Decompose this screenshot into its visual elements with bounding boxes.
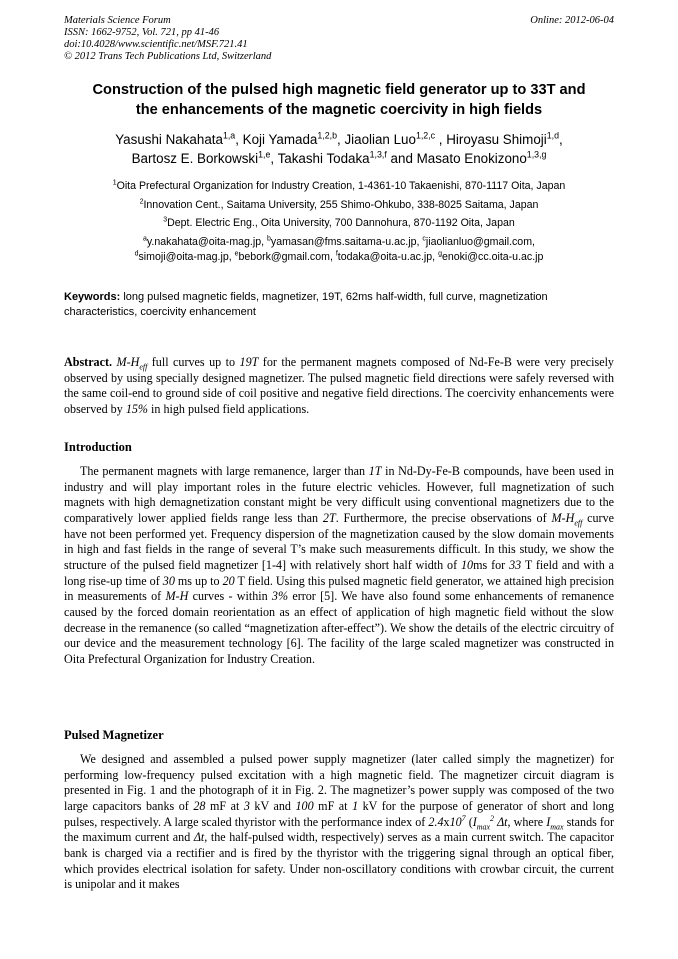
abstract-text: M-H xyxy=(116,355,140,369)
body-text: 20 xyxy=(222,573,235,588)
body-text: T field. Using this pulsed magnetic field generator, we attained high precision in measurements of xyxy=(64,573,614,604)
affiliations xyxy=(60,177,618,265)
body-text: mF at xyxy=(313,798,353,813)
body-text: We designed and assembled a pulsed power supply magnetizer (later called simply the magnetizer) for performing low-frequency pulsed excitation with a high magnetic field. The magnetizer circuit diagram is presented in Fig. 1 and the photograph of it in Fig. 2. The magnetizer’s power supply was composed of the two large capacitors banks of xyxy=(64,752,614,813)
body-text: 33 xyxy=(509,557,522,572)
email-sup: d xyxy=(134,249,139,257)
affiliation-2 xyxy=(60,196,618,215)
body-text: max xyxy=(476,822,491,832)
author-sup: 1,3,g xyxy=(526,149,547,160)
affiliation-3 xyxy=(60,214,618,233)
body-text: 10 xyxy=(461,557,474,572)
section-heading-pulsed-magnetizer: Pulsed Magnetizer xyxy=(64,728,164,742)
body-text: in Nd-Dy-Fe-B compounds, have been used in industry and will play important roles in the future electric vehicles. However, full magnetization of such magnets with high demagnetization constant might be very difficult using conventional magnetizers due to the comparatively lower applied fields range less than xyxy=(64,464,614,525)
body-text: 3 xyxy=(243,798,250,813)
affiliation-text: Dept. Electric Eng., Oita University, 700 Dannohura, 870-1192 Oita, Japan xyxy=(167,217,515,229)
email-line-2: $^d$simoji@oita-mag.jp, $^e$bebork@gmail.com, $^f$todaka@oita-u.ac.jp, $^g$enoki@cc.oita-u.ac.jp xyxy=(134,249,544,263)
abstract-text: for the permanent magnets composed of Nd-Fe-B were very precisely observed by using specially designed magnetizer. The pulsed magnetic field directions were safely reversed with the same coil-end to ground side of coil positive and negative field directions. The coercivity enhancements were observed by xyxy=(64,355,614,416)
body-text: curves - within xyxy=(188,589,272,604)
section-heading-introduction: Introduction xyxy=(64,440,132,454)
body-text: x xyxy=(443,814,450,829)
email-sup: a xyxy=(143,234,147,242)
body-text: eff xyxy=(574,518,583,528)
author-sup: 1,a xyxy=(222,130,236,141)
email-sup: f xyxy=(335,249,338,257)
author-sup: 1,2,c xyxy=(415,130,436,141)
body-text: M-H xyxy=(165,589,189,604)
body-text: 3% xyxy=(271,589,289,604)
affiliation-text: Oita Prefectural Organization for Industry Creation, 1-4361-10 Takaenishi, 870-1117 Oita, Japan xyxy=(116,180,566,192)
abstract-text: 15% xyxy=(125,401,148,416)
body-text: I xyxy=(472,814,477,829)
abstract-text: eff xyxy=(139,362,148,372)
keywords-label: Keywords: xyxy=(64,291,121,303)
author-sup: 1,e xyxy=(258,149,271,160)
abstract-text: 19T xyxy=(239,355,259,369)
author-sup: 1,2,b xyxy=(317,130,337,141)
email-link[interactable]: y.nakahata@oita-mag.jp xyxy=(146,235,262,248)
email-link[interactable]: simoji@oita-mag.jp xyxy=(138,250,229,263)
email-link[interactable]: bebork@gmail.com xyxy=(238,250,330,263)
keywords xyxy=(64,290,614,320)
body-text: curve have not been performed yet. Frequency dispersion of the magnetization caused by the slow domain movements in high and fast fields in the range of several T’s make such measurements difficult. In this study, we show the structure of the pulsed field magnetizer [1-4] with relatively short half width of xyxy=(64,510,614,572)
body-text: max xyxy=(550,822,564,832)
issn-line: ISSN: 1662-9752, Vol. 721, pp 41-46 xyxy=(64,27,220,38)
body-text: M-H xyxy=(551,510,575,525)
body-text: 1 xyxy=(352,798,359,813)
email-link[interactable]: todaka@oita-u.ac.jp xyxy=(337,250,433,263)
email-sup: b xyxy=(267,234,271,242)
journal-header xyxy=(64,15,614,63)
author-sup: 1,3,f xyxy=(369,149,387,160)
body-text: 100 xyxy=(295,798,314,813)
body-text: ms up to xyxy=(174,573,223,588)
author-name: Hiroyasu Shimoji xyxy=(446,132,547,147)
body-text: 2T xyxy=(322,510,336,525)
body-text: 2.4 xyxy=(428,814,444,829)
email-link[interactable]: yamasan@fms.saitama-u.ac.jp xyxy=(270,235,417,248)
body-text: 10 xyxy=(449,814,462,829)
body-text: , the half-pulsed width, respectively) serves as a main current switch. The capacitor bank is charged via a rectifier and is fired by the thyristor with the triggering signal through an optical fiber, which provides electrical isolation for safety. Under non-oscillatory conditions with crowbar circuit, the current is unipolar and it makes xyxy=(64,830,614,892)
introduction-body xyxy=(64,464,614,668)
body-text: ms for xyxy=(473,557,510,572)
journal-name: Materials Science Forum xyxy=(64,15,171,26)
email-link[interactable]: enoki@cc.oita-u.ac.jp xyxy=(441,250,544,263)
author-name: Takashi Todaka xyxy=(277,151,370,166)
abstract-text: full curves up to xyxy=(147,355,240,369)
body-text: stands for the maximum current and xyxy=(64,814,614,845)
author-list: Yasushi Nakahata$^{1,a}$, Koji Yamada$^{1,2,b}$, Jiaolian Luo$^{1,2,c}$ , Hiroyasu Shimoji$^{1,d}$, Bartosz E. Borkowski$^{1,e}$, Takashi Todaka$^{1,3,f}$ and Masato Enokizono$^{1,3,g}$ xyxy=(115,130,563,166)
abstract-label: Abstract. xyxy=(64,355,113,369)
body-text: The permanent magnets with large remanence, larger than xyxy=(80,464,369,478)
abstract-text: in high pulsed field applications. xyxy=(147,401,310,416)
body-text: 28 xyxy=(193,798,206,813)
author-sup: 1,d xyxy=(546,130,559,141)
pulsed-magnetizer-body xyxy=(64,752,614,893)
body-text: 7 xyxy=(461,813,466,823)
body-text: T field and with a long rise-up time of xyxy=(64,557,615,588)
author-conjunction: and xyxy=(390,151,413,166)
keywords-text: long pulsed magnetic fields, magnetizer, 19T, 62ms half-width, full curve, magnetization characteristics, coercivity enhancement xyxy=(64,291,548,318)
affiliation-sup: 1 xyxy=(112,179,117,187)
email-sup: g xyxy=(438,249,442,257)
body-text: 2 xyxy=(490,813,495,823)
body-text: Δt xyxy=(193,830,205,845)
copyright-line: © 2012 Trans Tech Publications Ltd, Switzerland xyxy=(64,51,272,62)
title-line-1: Construction of the pulsed high magnetic field generator up to 33T and xyxy=(92,82,586,98)
author-name: Masato Enokizono xyxy=(416,151,527,166)
body-text: ( xyxy=(465,814,473,829)
author-name: Bartosz E. Borkowski xyxy=(131,151,259,166)
affiliation-1 xyxy=(60,177,618,196)
body-text: , where xyxy=(507,814,547,829)
affiliation-sup: 3 xyxy=(163,216,168,224)
body-text: kV and xyxy=(249,798,296,813)
doi-line: doi:10.4028/www.scientific.net/MSF.721.41 xyxy=(64,39,248,50)
body-text: 30 xyxy=(162,573,175,588)
author-name: Koji Yamada xyxy=(242,132,318,147)
title-line-2: the enhancements of the magnetic coercivity in high fields xyxy=(135,102,543,118)
abstract xyxy=(64,355,614,418)
body-text: I xyxy=(546,814,551,829)
author-name: Jiaolian Luo xyxy=(344,132,416,147)
email-line-1: $^a$y.nakahata@oita-mag.jp, $^b$yamasan@fms.saitama-u.ac.jp, $^c$jiaolianluo@gmail.com, xyxy=(143,234,535,248)
online-date: Online: 2012-06-04 xyxy=(530,15,614,26)
email-sup: e xyxy=(234,249,239,257)
paper-title xyxy=(64,80,614,120)
affiliation-sup: 2 xyxy=(139,197,144,205)
author-name: Yasushi Nakahata xyxy=(115,132,223,147)
body-text: error [5]. We have also found some enhancements of remanence caused by the forced domain reorientation as an effect of application of high magnetic field without the slow decrease in the remanence (so called “magnetization after-effect”). We show the details of the electric circuitry of our device and the measurement technology [6]. The facility of the large scaled magnetizer was constructed in Oita Prefectural Organization for Industry Creation. xyxy=(64,589,614,666)
body-text: kV for the purpose of generator of short and long pulses, respectively. A large scaled thyristor with the performance index of xyxy=(64,798,614,829)
body-text: 1T xyxy=(368,464,382,478)
affiliation-text: Innovation Cent., Saitama University, 255 Shimo-Ohkubo, 338-8025 Saitama, Japan xyxy=(143,198,539,211)
email-sup: c xyxy=(422,234,426,242)
body-text: mF at xyxy=(205,798,244,813)
body-text: Δt xyxy=(494,814,508,829)
body-text: . Furthermore, the precise observations of xyxy=(335,510,552,525)
email-link[interactable]: jiaolianluo@gmail.com xyxy=(425,235,533,248)
